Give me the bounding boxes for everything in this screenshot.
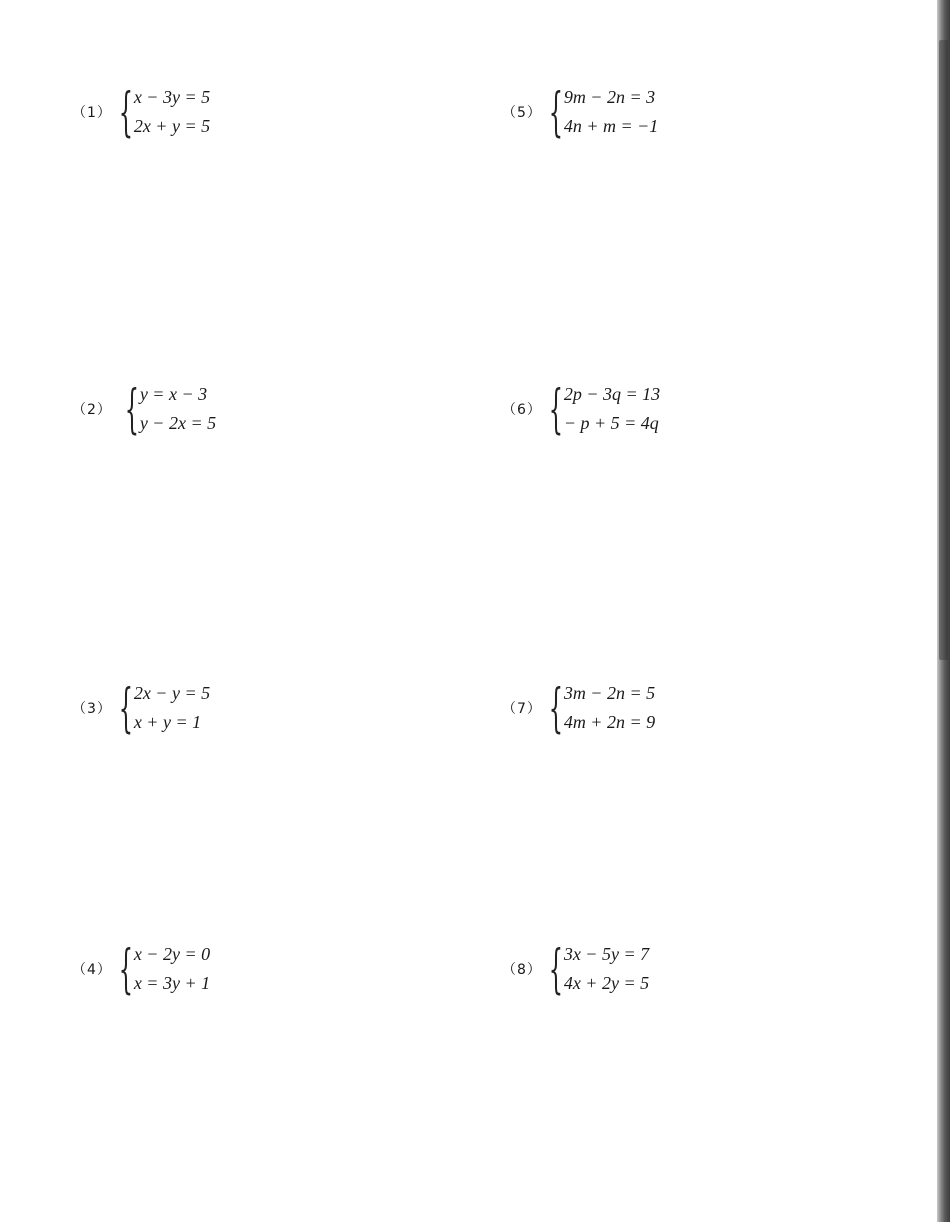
equation-first: x − 3y = 5 bbox=[133, 87, 211, 107]
equation-system bbox=[116, 83, 210, 141]
problem-number: （3） bbox=[72, 701, 112, 717]
equation-first: x − 2y = 0 bbox=[133, 944, 211, 964]
equation-system bbox=[546, 380, 660, 438]
equation-system bbox=[122, 380, 216, 438]
vertical-scrollbar[interactable] bbox=[937, 0, 950, 1222]
left-brace-icon: { bbox=[548, 378, 564, 440]
left-brace-icon: { bbox=[548, 677, 564, 739]
problem-5 bbox=[502, 83, 658, 141]
equation-second: 4m + 2n = 9 bbox=[563, 712, 656, 732]
problem-number: （4） bbox=[72, 962, 112, 978]
equation-system bbox=[546, 83, 658, 141]
problem-1 bbox=[72, 83, 210, 141]
problem-number: （7） bbox=[502, 701, 542, 717]
left-brace-icon: { bbox=[118, 938, 134, 1000]
equation-second: − p + 5 = 4q bbox=[563, 413, 659, 433]
left-brace-icon: { bbox=[124, 378, 140, 440]
equation-second: x + y = 1 bbox=[133, 712, 202, 732]
problem-3 bbox=[72, 679, 210, 737]
equation-system bbox=[546, 679, 655, 737]
equation-second: 4x + 2y = 5 bbox=[563, 973, 650, 993]
equation-first: 2x − y = 5 bbox=[133, 683, 211, 703]
equation-second: y − 2x = 5 bbox=[139, 413, 217, 433]
equation-first: 9m − 2n = 3 bbox=[563, 87, 656, 107]
left-brace-icon: { bbox=[118, 677, 134, 739]
scrollbar-thumb[interactable] bbox=[939, 40, 948, 660]
equation-first: y = x − 3 bbox=[139, 384, 208, 404]
equation-first: 3m − 2n = 5 bbox=[563, 683, 656, 703]
equation-first: 3x − 5y = 7 bbox=[563, 944, 650, 964]
problem-number: （1） bbox=[72, 105, 112, 121]
problem-number: （6） bbox=[502, 402, 542, 418]
equation-system bbox=[546, 940, 649, 998]
problem-8 bbox=[502, 940, 649, 998]
left-brace-icon: { bbox=[548, 938, 564, 1000]
problem-number: （2） bbox=[72, 402, 112, 418]
problem-6 bbox=[502, 380, 660, 438]
left-brace-icon: { bbox=[118, 81, 134, 143]
problem-2 bbox=[72, 380, 216, 438]
equation-system bbox=[116, 940, 210, 998]
equation-second: 2x + y = 5 bbox=[133, 116, 211, 136]
problem-7 bbox=[502, 679, 655, 737]
equation-second: x = 3y + 1 bbox=[133, 973, 211, 993]
problem-number: （5） bbox=[502, 105, 542, 121]
problem-4 bbox=[72, 940, 210, 998]
equation-second: 4n + m = −1 bbox=[563, 116, 659, 136]
left-brace-icon: { bbox=[548, 81, 564, 143]
problem-number: （8） bbox=[502, 962, 542, 978]
equation-first: 2p − 3q = 13 bbox=[563, 384, 661, 404]
equation-system bbox=[116, 679, 210, 737]
